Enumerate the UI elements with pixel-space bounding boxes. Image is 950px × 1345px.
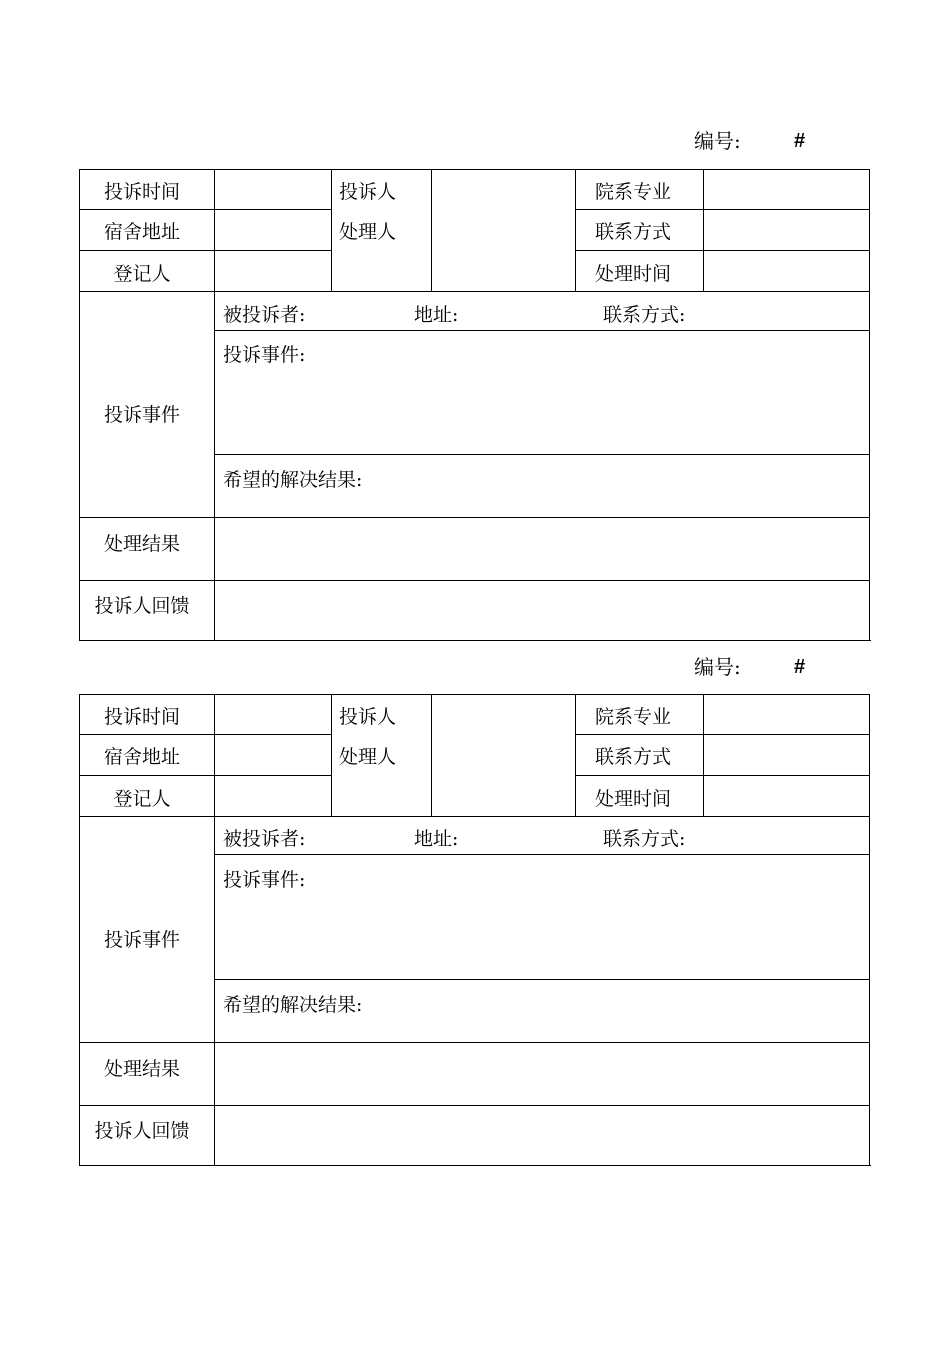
label-handling-time: 处理时间: [595, 263, 672, 285]
complaint-form-1: [79, 169, 870, 641]
label-dorm-address: 宿舍地址: [103, 221, 181, 243]
serial-label: 编号:: [694, 129, 741, 153]
serial-value: #: [794, 656, 806, 678]
serial-value: #: [794, 130, 806, 152]
label-complaint-event: 投诉事件: [103, 404, 181, 426]
label-department-major: 院系专业: [595, 181, 672, 203]
label-complainant: 投诉人: [339, 706, 397, 728]
label-address: 地址:: [414, 828, 459, 850]
label-feedback: 投诉人回馈: [94, 595, 190, 617]
label-feedback: 投诉人回馈: [94, 1120, 190, 1142]
label-department-major: 院系专业: [595, 706, 672, 728]
label-handler: 处理人: [339, 746, 397, 768]
label-respondent-contact: 联系方式:: [603, 304, 686, 326]
label-complainant: 投诉人: [339, 181, 397, 203]
label-respondent: 被投诉者:: [223, 304, 306, 326]
label-respondent-contact: 联系方式:: [603, 828, 686, 850]
label-respondent: 被投诉者:: [223, 828, 306, 850]
label-event-detail: 投诉事件:: [223, 869, 306, 891]
label-registrar: 登记人: [113, 788, 171, 810]
label-address: 地址:: [414, 304, 459, 326]
label-contact: 联系方式: [595, 746, 672, 768]
label-handler: 处理人: [339, 221, 397, 243]
label-complaint-time: 投诉时间: [103, 181, 181, 203]
label-handling-time: 处理时间: [595, 788, 672, 810]
serial-number: [694, 129, 806, 153]
label-handling-result: 处理结果: [103, 1058, 181, 1080]
serial-number: [694, 655, 806, 679]
complaint-form-2: [79, 694, 870, 1166]
label-handling-result: 处理结果: [103, 533, 181, 555]
label-dorm-address: 宿舍地址: [103, 746, 181, 768]
label-desired-result: 希望的解决结果:: [223, 994, 363, 1016]
label-event-detail: 投诉事件:: [223, 344, 306, 366]
serial-label: 编号:: [694, 655, 741, 679]
label-complaint-time: 投诉时间: [103, 706, 181, 728]
label-desired-result: 希望的解决结果:: [223, 469, 363, 491]
label-contact: 联系方式: [595, 221, 672, 243]
label-complaint-event: 投诉事件: [103, 929, 181, 951]
label-registrar: 登记人: [113, 263, 171, 285]
